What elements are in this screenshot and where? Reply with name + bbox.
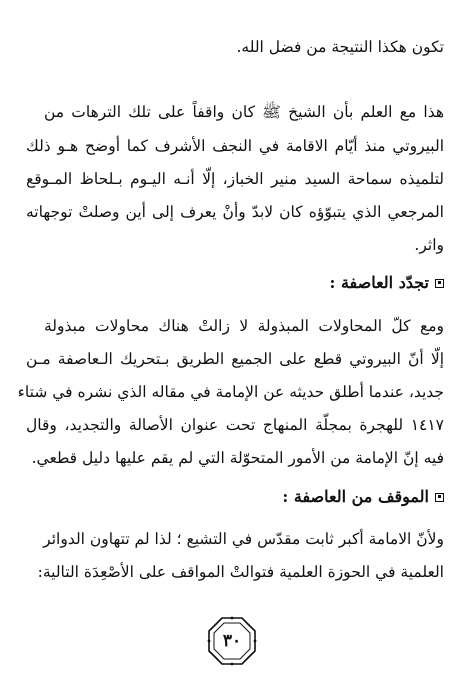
book-page	[17, 0, 444, 691]
paragraph-2-line-2: إلّا أنّ البيروتي قطع على الجميع الطريق بـتحريك الـعاصفة مـن	[26, 350, 444, 368]
paragraph-1-line-4: المرجعي الذي يتبوّؤه كان لابدّ وأنْ يعرف إلى أين وصلتْ توجهاته	[26, 203, 444, 221]
section-heading-position	[282, 486, 444, 508]
intro-line: تكون هكذا النتيجة من فضل الله.	[236, 38, 444, 56]
page-number: ٣٠	[222, 631, 242, 651]
paragraph-3-line-2: العلمية في الحوزة العلمية فتوالتْ المواقف على الأصْعِدَة التالية:	[37, 563, 444, 581]
paragraph-1-line-5: واثر.	[414, 236, 444, 254]
paragraph-1-line-1: هذا مع العلم بأن الشيخ ﷺ كان واقفاً على تلك الترهات من	[44, 103, 444, 121]
paragraph-2-line-3: جديد، عندما أطلق حديثه عن الإمامة في مقاله الذي نشره في شتاء	[17, 383, 444, 401]
section-heading-label: الموقف من العاصفة :	[282, 487, 429, 506]
paragraph-1-line-2: البيروتي منذ أيّام الاقامة في النجف الأشرف كما أوضح هـو ذلك	[26, 137, 444, 155]
square-bullet-icon	[435, 279, 444, 288]
section-heading-storm-renewal	[329, 272, 444, 294]
page-number-ornament	[206, 615, 258, 667]
paragraph-2-line-1: ومع كلّ المحاولات المبذولة لا زالتْ هناك محاولات مبذولة	[44, 317, 444, 335]
section-heading-label: تجدّد العاصفة :	[329, 273, 429, 292]
square-bullet-icon	[435, 493, 444, 502]
paragraph-2-line-5: فيه إنّ الإمامة من الأمور المتحوّلة التي لم يقم عليها دليل قطعي.	[31, 449, 444, 467]
paragraph-1-line-3: لتلميذه سماحة السيد منير الخباز، إلّا أنـه اليـوم بـلحاظ المـوقع	[26, 170, 444, 188]
paragraph-3-line-1: ولأنّ الامامة أكبر ثابت مقدّس في التشيع ؛ لذا لم تتهاون الدوائر	[43, 530, 444, 548]
paragraph-2-line-4: ١٤١٧ للهجرة بمجلّة المنهاج تحت عنوان الأصالة والتجديد، وقال	[26, 416, 444, 434]
